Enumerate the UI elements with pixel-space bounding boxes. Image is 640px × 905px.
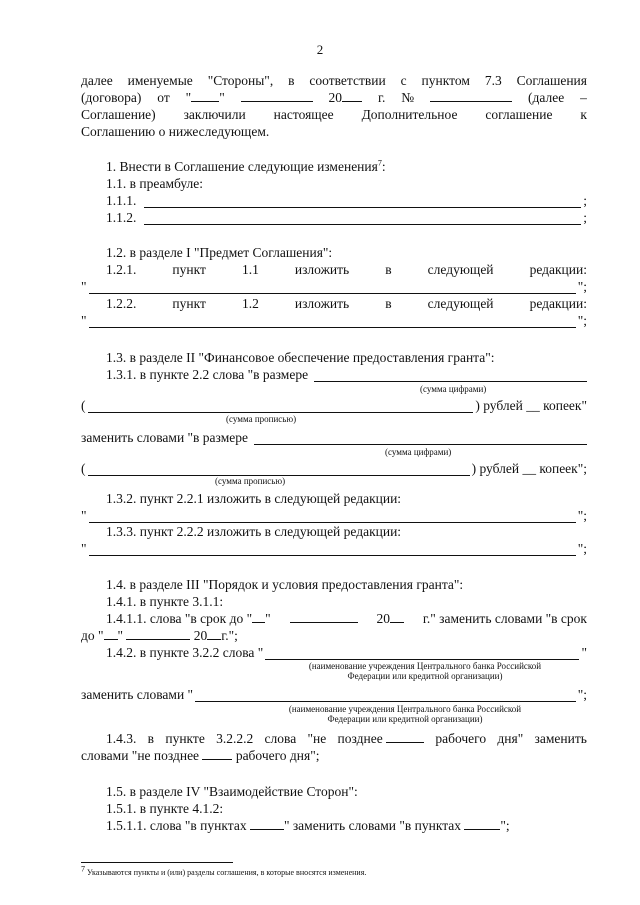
old-days-blank[interactable]: [386, 731, 424, 743]
new-points-blank[interactable]: [464, 818, 500, 830]
item-1-3-1-replace: заменить словами "в размере: [81, 430, 587, 445]
new-amount-digits-blank[interactable]: [254, 433, 587, 445]
word: настоящее: [273, 107, 334, 122]
caption-new-amount-words: (сумма прописью): [215, 476, 286, 486]
day-blank[interactable]: [191, 90, 219, 102]
footnote: 7 Указываются пункты и (или) разделы соглашения, в которые вносятся изменения.: [81, 864, 367, 877]
item-1-5-1: 1.5.1. в пункте 4.1.2:: [106, 801, 224, 816]
word: соглашение: [485, 107, 553, 122]
item-1-3-2-text: " ";: [81, 508, 587, 523]
item-1-2-1-text: " ";: [81, 279, 587, 294]
intro-line-2: [81, 90, 587, 105]
old-year-blank[interactable]: [390, 611, 404, 623]
item-1-3-3-blank[interactable]: [89, 544, 576, 556]
days-old-field: позднее: [338, 731, 425, 746]
amount-words-blank[interactable]: [88, 401, 474, 413]
footnote-rule: [81, 862, 233, 863]
item-1-3-3-text: " ";: [81, 541, 587, 556]
word: (договора): [81, 90, 142, 105]
year-field: 20: [329, 90, 363, 105]
caption-amount-digits: (сумма цифрами): [420, 384, 487, 394]
new-day-blank[interactable]: [104, 628, 118, 640]
deadline-old-year: 20: [376, 611, 404, 626]
word: именуемые: [127, 73, 193, 88]
item-1-4-2: 1.4.2. в пункте 3.2.2 слова " ": [106, 645, 587, 660]
footnote-ref: 7: [377, 158, 382, 168]
item-1-3-1-words: ( ) рублей __ копеек": [81, 398, 587, 413]
section-1-1-title: 1.1. в преамбуле:: [106, 176, 204, 191]
item-1-3-1-replace-words: ( ) рублей __ копеек";: [81, 461, 587, 476]
item-1-1-2-blank[interactable]: [144, 213, 581, 225]
agreement-number-blank[interactable]: [430, 90, 512, 102]
item-1-3-2-blank[interactable]: [89, 511, 576, 523]
item-1-1-2: 1.1.2. ;: [106, 210, 587, 225]
word: Дополнительное: [361, 107, 458, 122]
old-day-blank[interactable]: [252, 611, 265, 623]
item-1-2-2: 1.2.2. пункт 1.2 изложить в следующей редакции:: [106, 296, 587, 311]
word: далее: [81, 73, 113, 88]
item-1-4-1-1-new: до " " 20 г.";: [81, 628, 238, 643]
page-number: 2: [316, 42, 324, 57]
word: с: [400, 73, 407, 88]
caption-new-amount-digits: (сумма цифрами): [385, 447, 452, 457]
item-1-4-1: 1.4.1. в пункте 3.1.1:: [106, 594, 224, 609]
word: (далее: [528, 90, 565, 105]
old-points-blank[interactable]: [250, 818, 284, 830]
item-1-2-1: 1.2.1. пункт 1.1 изложить в следующей редакции:: [106, 262, 587, 277]
section-1-3-title: 1.3. в разделе II "Финансовое обеспечение предоставления гранта":: [106, 350, 495, 365]
section-1-title: 1. Внести в Соглашение следующие изменения$^7$:: [106, 158, 386, 174]
word: 7.3: [484, 73, 502, 88]
word: г.: [377, 90, 386, 105]
word: –: [580, 90, 587, 105]
new-month-blank[interactable]: [126, 628, 190, 640]
word: Соглашение): [81, 107, 156, 122]
new-amount-words-blank[interactable]: [88, 464, 470, 476]
month-blank[interactable]: [241, 90, 313, 102]
item-1-1-1-blank[interactable]: [144, 196, 581, 208]
caption-amount-words: (сумма прописью): [226, 414, 297, 424]
item-1-2-2-blank[interactable]: [89, 316, 576, 328]
item-1-5-1-1: 1.5.1.1. слова "в пунктах " заменить словами "в пунктах ";: [106, 818, 510, 833]
word: от: [157, 90, 170, 105]
item-1-4-1-1: 1.4.1.1. слова "в срок до " " 20 г." заменить словами "в срок: [106, 611, 587, 626]
word: "Стороны",: [207, 73, 274, 88]
intro-line-4: Соглашению о нижеследующем.: [81, 124, 270, 139]
word: соответствии: [309, 73, 386, 88]
item-1-2-2-text: " ";: [81, 313, 587, 328]
caption-bank-old: (наименование учреждения Центрального банка Российской Федерации или кредитной организации): [308, 661, 542, 681]
word: в: [288, 73, 295, 88]
new-bank-blank[interactable]: [195, 690, 576, 702]
item-1-3-2: 1.3.2. пункт 2.2.1 изложить в следующей редакции:: [106, 491, 402, 506]
item-1-2-1-blank[interactable]: [89, 282, 576, 294]
new-year-blank[interactable]: [207, 628, 221, 640]
old-month-blank[interactable]: [290, 611, 358, 623]
item-1-3-3: 1.3.3. пункт 2.2.2 изложить в следующей редакции:: [106, 524, 402, 539]
item-1-4-2-replace: заменить словами " ";: [81, 687, 587, 702]
section-1-5-title: 1.5. в разделе IV "Взаимодействие Сторон":: [106, 784, 358, 799]
intro-line-1: [81, 73, 587, 88]
old-bank-blank[interactable]: [265, 648, 579, 660]
intro-line-3: [81, 107, 587, 122]
item-1-1-1: 1.1.1. ;: [106, 193, 587, 208]
item-1-4-3: 1.4.3. в пункте 3.2.2.2 слова "не позднее рабочего дня" заменить: [106, 731, 587, 746]
new-days-blank[interactable]: [202, 748, 232, 760]
deadline-old-day: 1.4.1.1. слова "в срок до " ": [106, 611, 271, 626]
section-1-4-title: 1.4. в разделе III "Порядок и условия предоставления гранта":: [106, 577, 464, 592]
section-1-2-title: 1.2. в разделе I "Предмет Соглашения":: [106, 245, 333, 260]
date-field: " ": [185, 90, 225, 105]
word: Соглашения: [516, 73, 587, 88]
item-1-4-3-new: словами "не позднее рабочего дня";: [81, 748, 320, 763]
word: к: [580, 107, 587, 122]
word: №: [401, 90, 415, 105]
amount-digits-blank[interactable]: [314, 370, 587, 382]
word: заключили: [183, 107, 246, 122]
caption-bank-new: (наименование учреждения Центрального банка Российской Федерации или кредитной организации): [288, 704, 522, 724]
word: пунктом: [421, 73, 470, 88]
item-1-3-1: 1.3.1. в пункте 2.2 слова "в размере: [106, 367, 587, 382]
year-blank[interactable]: [342, 90, 362, 102]
